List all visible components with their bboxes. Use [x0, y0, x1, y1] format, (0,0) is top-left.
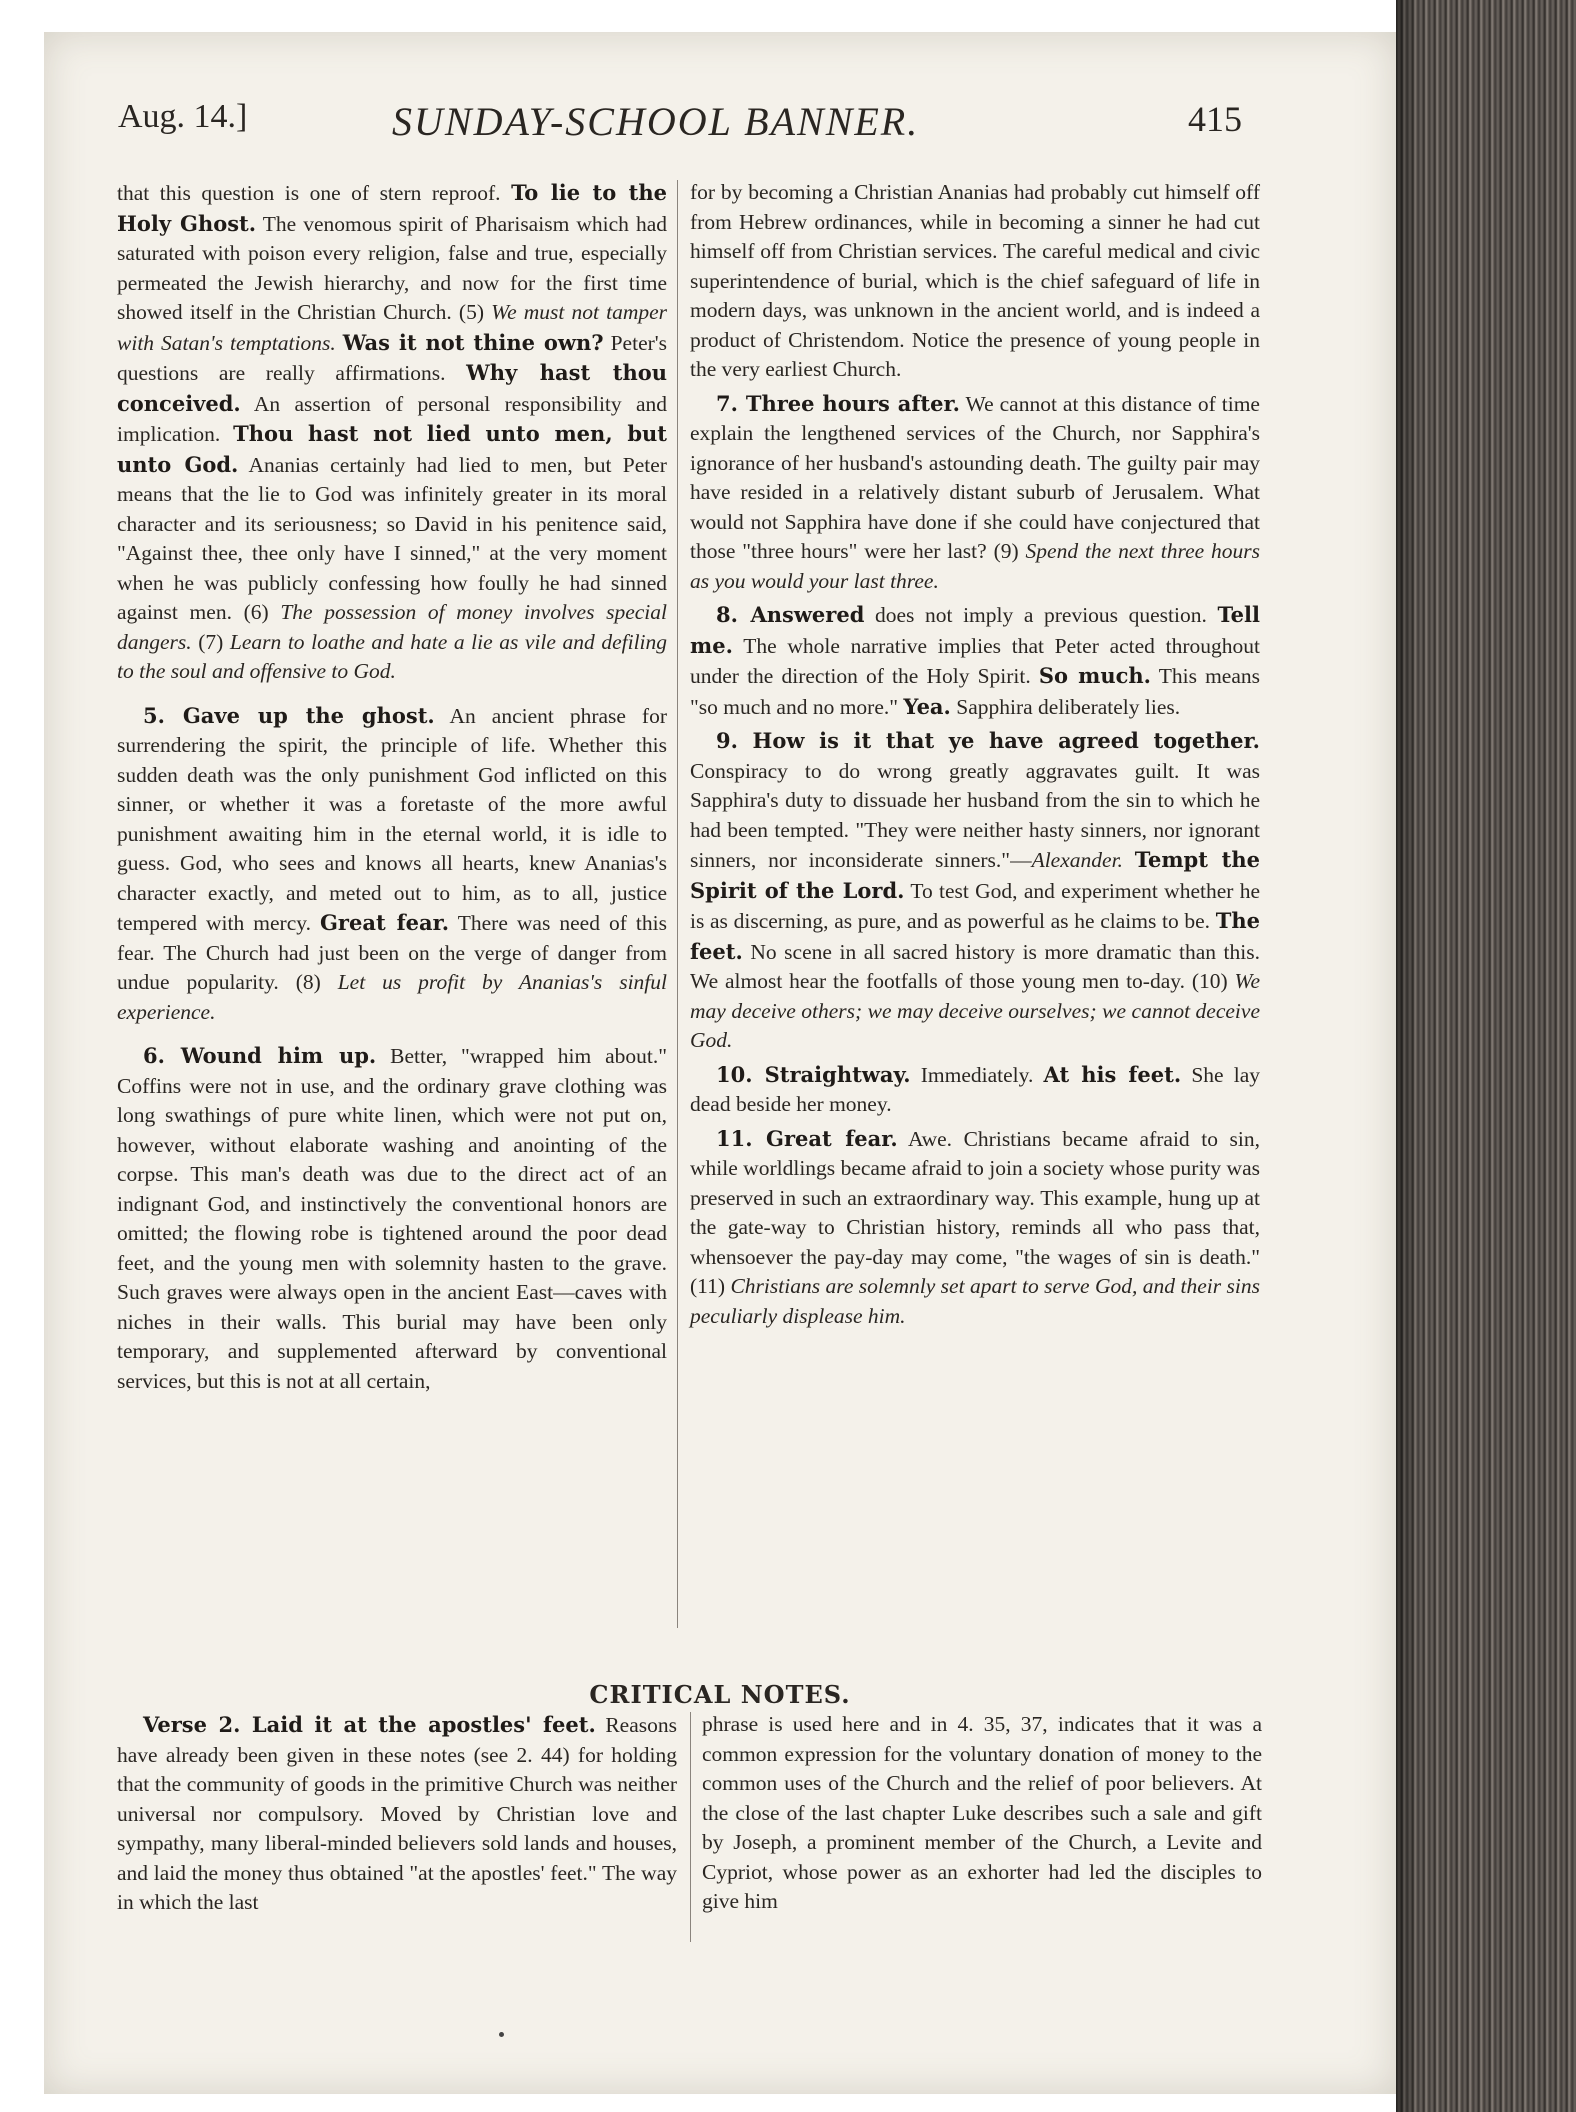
verse-keyword: To lie to the Holy Ghost.	[117, 180, 668, 236]
body-text: An ancient phrase for surrendering the spirit, the principle of life. Whether this sudden death was the only punishment God inflicted on this sinner, or whether it was a foretaste of the more awful punishment awaiting him in the eternal world, it is idle to guess. God, who sees and knows all hearts, knew Ananias's character exactly, and meted out to him, as to all, justice tempered with mercy.	[117, 703, 667, 935]
body-text: does not imply a previous question.	[875, 603, 1207, 627]
verse-keyword: 8. Answered	[716, 602, 865, 627]
verse-keyword: 7. Three hours after.	[716, 390, 960, 416]
lesson-italic: We must not tamper with Satan's temptations.	[117, 300, 668, 355]
body-text: Reasons have already been given in these notes (see 2. 44) for holding that the community of goods in the primitive Church was neither universal nor compulsory. Moved by Christian love and sympathy, many liberal-minded believers sold lands and houses, and laid the money thus obtained "at the apostles' feet." The way in which the last	[117, 1713, 677, 1914]
paragraph	[117, 178, 667, 687]
body-text: This means "so much and no more."	[690, 664, 1260, 719]
verse-keyword: Why hast thou conceived.	[117, 360, 667, 416]
body-text: Peter's questions are really affirmations.	[117, 330, 668, 385]
paragraph	[117, 1710, 677, 1918]
body-text: phrase is used here and in 4. 35, 37, indicates that it was a common expression for the voluntary donation of money to the common uses of the Church and the relief of poor believers. At the close of the last chapter Luke describes such a sale and gift by Joseph, a prominent member of the Church, a Levite and Cypriot, whose power as an exhorter had led the disciples to give him	[702, 1712, 1262, 1913]
lesson-italic: Learn to loathe and hate a lie as vile and defiling to the soul and offensive to God.	[117, 629, 668, 683]
body-text: There was need of this fear. The Church had just been on the verge of danger from undue popularity. (8)	[117, 911, 667, 994]
body-text: Conspiracy to do wrong greatly aggravates guilt. It was Sapphira's duty to dissuade her husband from the sin to which he had been tempted. "They were neither hasty sinners, nor ignorant sinners, nor inconsiderate sinners."—	[690, 758, 1260, 872]
verse-keyword: Great fear.	[320, 910, 450, 935]
header-title: SUNDAY-SCHOOL BANNER.	[392, 99, 920, 144]
verse-keyword: Tempt the Spirit of the Lord.	[690, 847, 1261, 903]
body-text: Better, "wrapped him about." Coffins were not in use, and the ordinary grave clothing was long swathings of pure white linen, which were not put on, however, without elaborate washing and anointing of the corpse. This man's death was due to the direct act of an indignant God, and instinctively the conventional honors are omitted; the flowing robe is tightened around the poor dead feet, and the young men with solemnity hasten to the grave. Such graves were always open in the ancient East—caves with niches in their walls. This burial may have been only temporary, and supplemented afterward by conventional services, but this is not at all certain,	[117, 1044, 667, 1393]
paragraph	[690, 389, 1260, 597]
lesson-italic: The possession of money involves special dangers.	[117, 600, 667, 654]
body-text: No scene in all sacred history is more dramatic than this. We almost hear the footfalls of those young men to-day. (10)	[690, 939, 1260, 993]
paragraph	[690, 600, 1260, 722]
header-date: Aug. 14.]	[118, 98, 248, 135]
body-text: The venomous spirit of Pharisaism which had saturated with poison every religion, false and true, especially permeated the Jewish hierarchy, and now for the first time showed itself in the Christian Church. (5)	[117, 211, 667, 324]
paragraph	[702, 1710, 1262, 1917]
verse-keyword: 10. Straightway.	[716, 1061, 911, 1087]
verse-keyword: Yea.	[903, 693, 951, 719]
lesson-italic: Christians are solemnly set apart to serve God, and their sins peculiarly displease him.	[690, 1274, 1260, 1328]
right-column	[690, 178, 1260, 1331]
body-text: that this question is one of stern reproof.	[117, 181, 501, 205]
verse-keyword: Thou hast not lied unto men, but unto God.	[117, 421, 667, 477]
column-divider	[677, 180, 678, 1628]
verse-keyword: 5. Gave up the ghost.	[143, 702, 435, 728]
critical-notes-heading: CRITICAL NOTES.	[589, 1680, 851, 1709]
paragraph	[117, 701, 667, 1028]
verse-keyword: 6. Wound him up.	[143, 1043, 377, 1068]
paragraph	[690, 726, 1260, 1056]
body-text: An assertion of personal responsibility and implication.	[117, 391, 667, 446]
paragraph	[690, 178, 1260, 385]
body-text: We cannot at this distance of time explain the lengthened services of the Church, nor Sapphira's ignorance of her husband's astounding death. The guilty pair may have resided in a relatively distant suburb of Jerusalem. What would not Sapphira have done if she could have conjectured that those "three hours" were her last? (9)	[690, 391, 1260, 563]
verse-keyword: Verse 2. Laid it at the apostles' feet.	[143, 1712, 596, 1737]
body-text: The whole narrative implies that Peter acted throughout under the direction of the Holy Spirit.	[690, 633, 1260, 688]
body-text: She lay dead beside her money.	[690, 1062, 1260, 1116]
body-text: for by becoming a Christian Ananias had probably cut himself off from Hebrew ordinances, while in becoming a sinner he had cut himself off from Christian services. The careful medical and civic superintendence of burial, which is the chief safeguard of life in modern days, was unknown in the ancient world, and is indeed a product of Christendom. Notice the presence of young people in the very earliest Church.	[690, 180, 1260, 381]
critical-notes-right-column	[702, 1710, 1262, 1917]
book-page-edges	[1396, 0, 1576, 2112]
lesson-italic: Spend the next three hours as you would your last three.	[690, 539, 1261, 593]
paragraph	[690, 1124, 1260, 1332]
body-text: (7)	[198, 629, 224, 654]
body-text: Awe. Christians became afraid to sin, while worldlings became afraid to join a society whose purity was preserved in such an extraordinary way. This example, hung up at the gate-way to Christian history, reminds all who pass that, whensoever the pay-day may come, "the wages of sin is death." (11)	[690, 1126, 1260, 1298]
paragraph	[117, 1041, 667, 1396]
verse-keyword: The feet.	[690, 908, 1261, 964]
critical-notes-left-column	[117, 1710, 677, 1918]
lesson-italic: Alexander.	[1031, 848, 1123, 872]
ink-speck	[499, 2032, 504, 2037]
lesson-italic: Let us profit by Ananias's sinful experience.	[117, 970, 667, 1024]
notes-column-divider	[690, 1712, 691, 1942]
header-page-number: 415	[1188, 99, 1242, 139]
body-text: To test God, and experiment whether he is as discerning, as pure, and as powerful as he claims to be.	[690, 878, 1260, 933]
verse-keyword: 11. Great fear.	[716, 1125, 898, 1151]
verse-keyword: 9. How is it that ye have agreed together.	[716, 728, 1260, 753]
verse-keyword: Tell me.	[690, 602, 1261, 658]
lesson-italic: We may deceive others; we may deceive ourselves; we cannot deceive God.	[690, 969, 1261, 1052]
body-text: Sapphira deliberately lies.	[956, 694, 1181, 719]
verse-keyword: At his feet.	[1043, 1061, 1182, 1087]
paragraph	[690, 1060, 1260, 1120]
body-text: Immediately.	[920, 1062, 1034, 1087]
verse-keyword: So much.	[1038, 663, 1151, 688]
body-text: Ananias certainly had lied to men, but Peter means that the lie to God was infinitely greater in its moral character and its seriousness; so David in his penitence said, "Against thee, thee only have I sinned," at the very moment when he was publicly confessing how foully he had sinned against men. (6)	[117, 452, 667, 624]
left-column	[117, 178, 667, 1396]
verse-keyword: Was it not thine own?	[342, 329, 604, 355]
